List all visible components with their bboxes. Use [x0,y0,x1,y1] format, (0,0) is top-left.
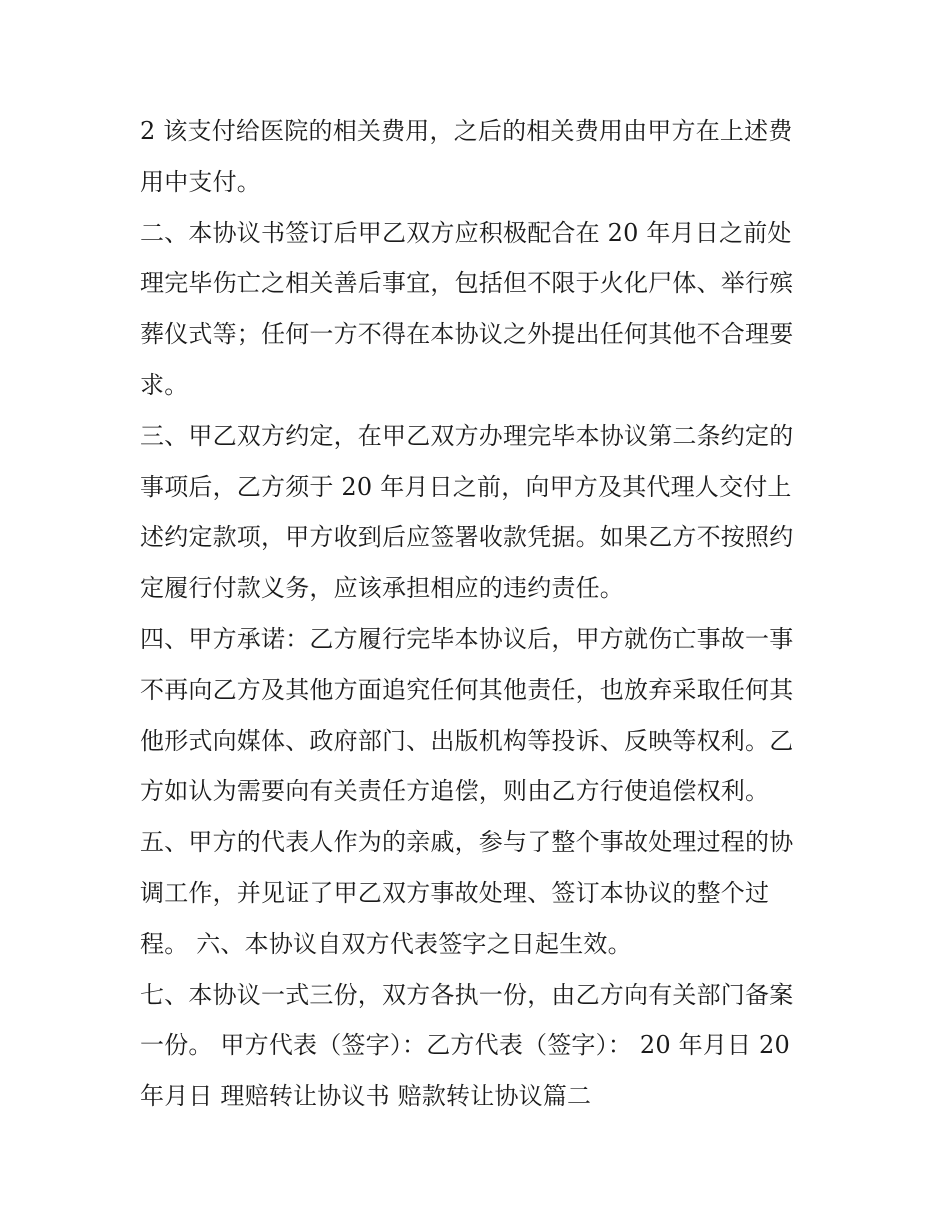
text-line: 二、本协议书签订后甲乙双方应积极配合在 20 年月日之前处 [140,218,792,247]
text-line: 定履行付款义务，应该承担相应的违约责任。 [140,574,624,603]
text-line: 四、甲方承诺：乙方履行完毕本协议后，甲方就伤亡事故一事 [140,624,794,653]
text-line: 七、本协议一式三份，双方各执一份，由乙方向有关部门备案 [140,980,794,1009]
text-line: 他形式向媒体、政府部门、出版机构等投诉、反映等权利。乙 [140,726,794,755]
text-line: 2 该支付给医院的相关费用，之后的相关费用由甲方在上述费 [140,117,793,145]
text-line: 不再向乙方及其他方面追究任何其他责任，也放弃采取任何其 [140,675,794,704]
text-line: 理完毕伤亡之相关善后事宜，包括但不限于火化尸体、举行殡 [140,269,794,298]
text-line: 一份。 甲方代表（签字）：乙方代表（签字）： 20 年月日 20 [140,1031,790,1060]
text-line: 用中支付。 [140,167,261,196]
text-line: 年月日 理赔转让协议书 赔款转让协议篇二 [140,1082,592,1111]
document-body [140,106,812,1122]
text-line: 葬仪式等；任何一方不得在本协议之外提出任何其他不合理要 [140,320,794,349]
text-line: 程。 六、本协议自双方代表签字之日起生效。 [140,929,632,958]
text-line: 五、甲方的代表人作为的亲戚，参与了整个事故处理过程的协 [140,828,794,857]
text-line: 求。 [140,370,189,399]
text-line: 述约定款项，甲方收到后应签署收款凭据。如果乙方不按照约 [140,523,794,552]
text-line: 事项后，乙方须于 20 年月日之前，向甲方及其代理人交付上 [140,472,792,501]
text-line: 调工作，并见证了甲乙双方事故处理、签订本协议的整个过 [140,878,770,907]
text-line: 三、甲乙双方约定，在甲乙双方办理完毕本协议第二条约定的 [140,421,794,450]
text-line: 方如认为需要向有关责任方追偿，则由乙方行使追偿权利。 [140,777,770,806]
